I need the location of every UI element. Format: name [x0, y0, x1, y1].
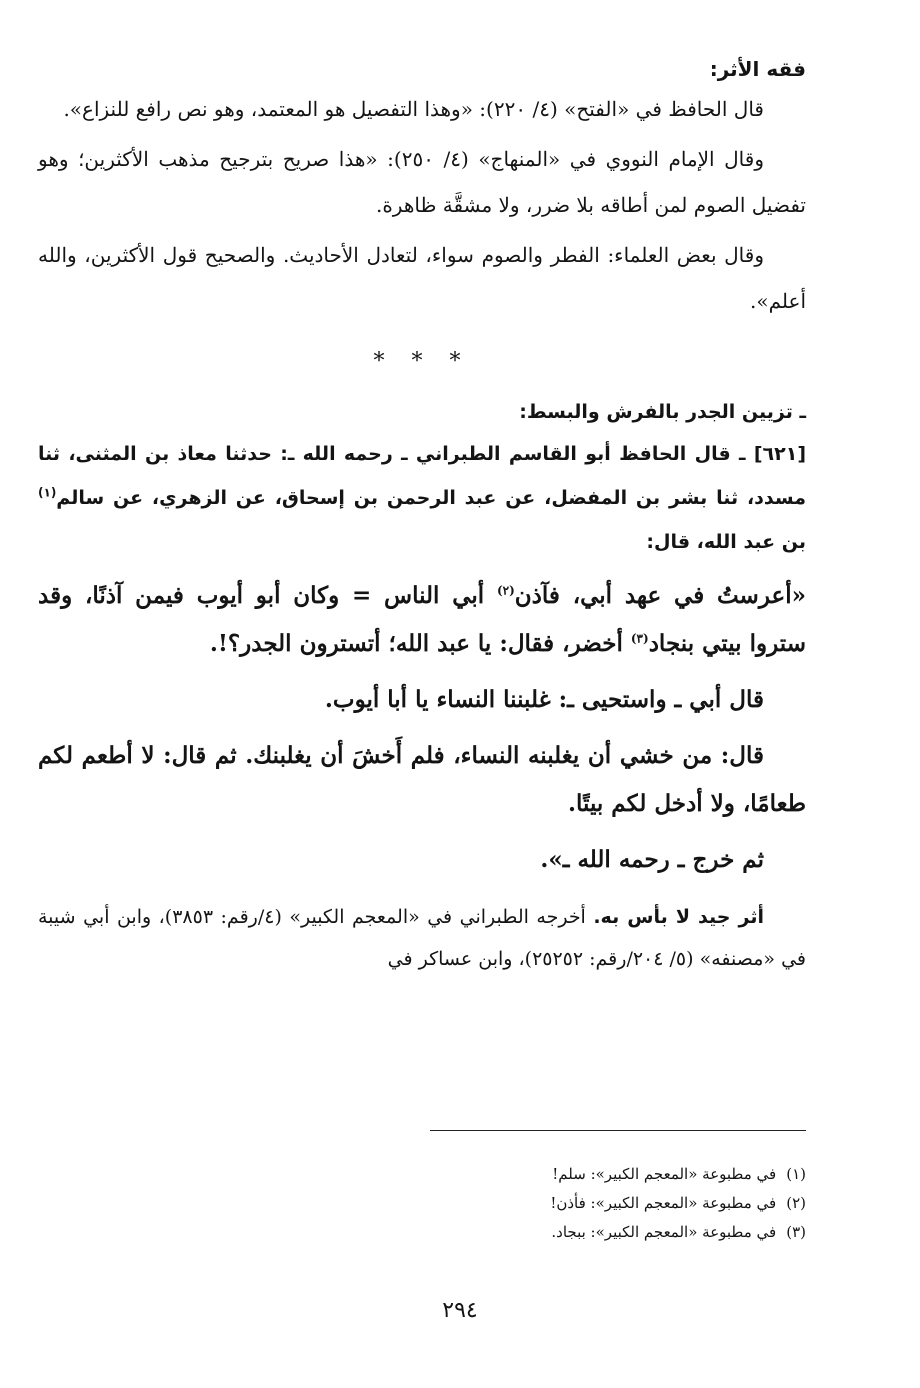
matn-text: أخضر، فقال: يا عبد الله؛ أتسترون الجدر؟!. — [209, 630, 631, 657]
footnote-text: في مطبوعة «المعجم الكبير»: فأذن! — [550, 1194, 777, 1212]
isnad-text: بن عبد الله، قال: — [646, 531, 806, 553]
footnote-item — [550, 1189, 806, 1218]
footnote-divider — [430, 1130, 806, 1131]
footnote-ref[interactable]: (٣) — [630, 631, 649, 646]
footnote-ref[interactable]: (٢) — [496, 583, 515, 598]
takhrij-text: أخرجه الطبراني في «المعجم الكبير» (٤/رقم: ٣٨٥٣)، وابن أبي شيبة في «مصنفه» (٥/ ٢٠٤/رقم: ٢٥٢٥٢)، وابن عساكر في — [38, 906, 806, 970]
hadith-isnad — [38, 432, 806, 564]
footnote-number: (١) — [786, 1165, 806, 1183]
hadith-matn — [38, 572, 806, 668]
hadith-matn: ثم خرج ـ رحمه الله ـ». — [540, 846, 764, 873]
hadith-matn: قال أبي ـ واستحيى ـ: غلبننا النساء يا أبا أيوب. — [324, 686, 764, 713]
footnote-number: (٢) — [786, 1194, 806, 1212]
footnote-number: (٣) — [786, 1223, 806, 1241]
isnad-text: [٦٢١] ـ قال الحافظ أبو القاسم الطبراني ـ رحمه الله ـ: حدثنا معاذ بن المثنى، ثنا مسدد، ثنا بشر بن المفضل، عن عبد الرحمن بن إسحاق، عن الزهري، عن سالم — [38, 443, 806, 509]
section-heading: فقه الأثر: — [709, 57, 806, 81]
page-number: ٢٩٤ — [442, 1298, 478, 1323]
matn-text: أبي الناس = وكان أبو أيوب فيمن آذنًا، وقد ستروا بيتي بنجاد — [38, 582, 806, 657]
footnote-ref[interactable]: (١) — [38, 485, 57, 500]
footnote-text: في مطبوعة «المعجم الكبير»: ببجاد. — [551, 1223, 777, 1241]
matn-text: «أعرستُ في عهد أبي، فآذن — [514, 582, 806, 609]
footnote-text: في مطبوعة «المعجم الكبير»: سلم! — [552, 1165, 777, 1183]
section-title: ـ تزيين الجدر بالفرش والبسط: — [519, 401, 806, 423]
separator: * * * — [373, 349, 471, 374]
hadith-matn: قال: من خشي أن يغلبنه النساء، فلم أَخشَ أن يغلبنك. ثم قال: لا أطعم لكم طعامًا، ولا أدخل لكم بيتًا. — [38, 742, 806, 817]
footnotes — [550, 1160, 806, 1247]
takhrij-grade: أثر جيد لا بأس به. — [593, 906, 764, 928]
footnote-item — [550, 1160, 806, 1189]
paragraph: قال الحافظ في «الفتح» (٤/ ٢٢٠): «وهذا التفصيل هو المعتمد، وهو نص رافع للنزاع». — [63, 97, 764, 121]
paragraph: وقال الإمام النووي في «المنهاج» (٤/ ٢٥٠): «هذا صريح بترجيح مذهب الأكثرين؛ وهو تفضيل الصوم لمن أطاقه بلا ضرر، ولا مشقَّة ظاهرة. — [38, 147, 806, 217]
takhrij — [38, 896, 806, 980]
page-body — [38, 52, 806, 980]
footnote-item — [550, 1218, 806, 1247]
paragraph: وقال بعض العلماء: الفطر والصوم سواء، لتعادل الأحاديث. والصحيح قول الأكثرين، والله أعلم». — [38, 243, 806, 313]
